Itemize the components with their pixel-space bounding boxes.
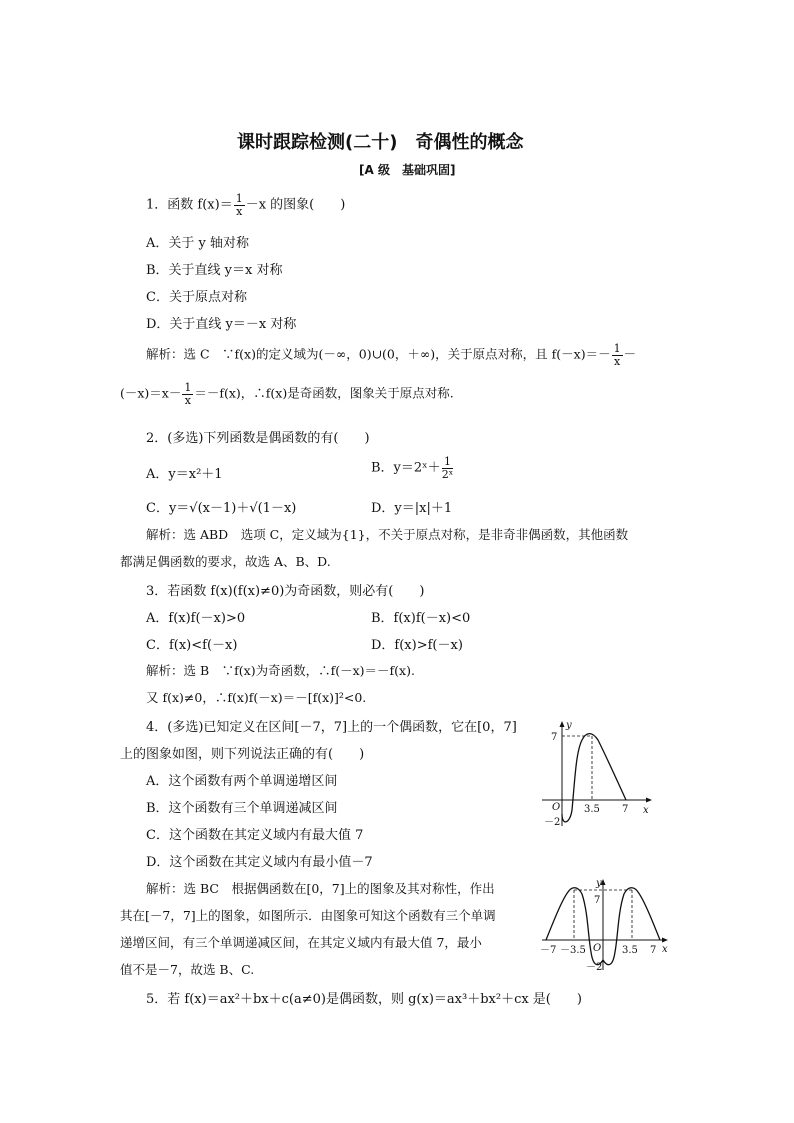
q2-option-b <box>371 456 454 480</box>
q2-option-b-frac-num: 1 <box>442 456 454 469</box>
x-axis-label: x <box>643 805 649 816</box>
x-tick-3-5: 3.5 <box>584 804 600 815</box>
y-axis-label: y <box>566 720 572 731</box>
y-tick-neg2: －2 <box>586 962 603 973</box>
x-tick-7: 7 <box>650 945 657 956</box>
q2-option-a: A．y＝x²＋1 <box>146 467 223 482</box>
q2-analysis-line2: 都满足偶函数的要求，故选 A、B、D. <box>120 554 331 569</box>
q1-frac-den: x <box>236 204 243 218</box>
question-1-stem <box>146 193 345 217</box>
y-axis-label: y <box>596 878 602 889</box>
q3-analysis-line1: 解析：选 B ∵f(x)为奇函数，∴f(－x)＝－f(x). <box>146 663 415 678</box>
question-3-stem: 3．若函数 f(x)(f(x)≠0)为奇函数，则必有( ) <box>146 584 425 599</box>
q1-analysis-l2-frac-num: 1 <box>184 381 192 394</box>
q1-stem-post: －x 的图象( ) <box>245 197 346 213</box>
q3-option-c: C．f(x)<f(－x) <box>146 638 238 653</box>
q3-analysis-line2: 又 f(x)≠0，∴f(x)f(－x)＝－[f(x)]²<0. <box>146 690 367 705</box>
x-tick-neg7: －7 <box>540 945 557 956</box>
q1-stem-pre: 1．函数 f(x)＝ <box>146 197 233 213</box>
q1-analysis-l2-fraction <box>182 382 193 406</box>
q4-analysis-line3: 递增区间，有三个单调递减区间，在其定义域内有最大值 7，最小 <box>120 935 482 950</box>
y-tick-7: 7 <box>594 895 601 906</box>
q4-option-b: B．这个函数有三个单调递减区间 <box>146 801 338 816</box>
section-subtitle: [A 级 基础巩固] <box>359 163 456 177</box>
q1-analysis-line2 <box>120 382 454 406</box>
q1-analysis-l1-post: － <box>623 346 637 362</box>
q4-option-c: C．这个函数在其定义域内有最大值 7 <box>146 828 364 843</box>
q3-option-a: A．f(x)f(－x)>0 <box>146 611 246 626</box>
q1-analysis-l1-fraction <box>612 343 623 367</box>
q1-analysis-l1-frac-num: 1 <box>613 342 621 355</box>
q1-frac-num: 1 <box>235 192 243 205</box>
q1-fraction <box>234 193 245 217</box>
q4-option-a: A．这个函数有两个单调递增区间 <box>146 774 338 789</box>
q3-option-b: B．f(x)f(－x)<0 <box>371 611 471 626</box>
q1-option-a: A．关于 y 轴对称 <box>146 236 249 251</box>
q4-analysis-line4: 值不是－7，故选 B、C. <box>120 962 255 977</box>
origin-label: O <box>552 802 561 813</box>
x-tick-3-5: 3.5 <box>622 945 638 956</box>
x-axis-arrow-icon <box>662 938 668 943</box>
question-2-stem: 2．(多选)下列函数是偶函数的有( ) <box>146 431 370 446</box>
y-axis-arrow-icon <box>560 721 565 727</box>
q1-analysis-l2-post: ＝－f(x)，∴f(x)是奇函数，图象关于原点对称. <box>194 385 454 401</box>
y-tick-7: 7 <box>551 732 558 743</box>
q1-analysis-l2-frac-den: x <box>184 393 191 407</box>
x-axis-label: x <box>662 944 668 955</box>
x-tick-neg3-5: －3.5 <box>560 945 586 956</box>
q1-option-c: C．关于原点对称 <box>146 290 247 305</box>
q1-option-b: B．关于直线 y＝x 对称 <box>146 263 283 278</box>
question-4-stem-line2: 上的图象如图，则下列说法正确的有( ) <box>120 747 365 762</box>
q2-option-b-fraction <box>442 456 454 480</box>
q1-option-d: D．关于直线 y＝－x 对称 <box>146 317 297 332</box>
q1-analysis-l1-frac-den: x <box>613 354 621 368</box>
q4-analysis-graph-figure <box>540 876 675 976</box>
q1-analysis-l1-pre: 解析：选 C ∵f(x)的定义域为(－∞，0)∪(0，＋∞)，关于原点对称，且 f(－x)＝－ <box>146 346 611 362</box>
page-title: 课时跟踪检测(二十) 奇偶性的概念 <box>237 132 524 153</box>
q2-option-b-frac-den: 2ˣ <box>441 467 454 481</box>
q4-option-d: D．这个函数在其定义域内有最小值－7 <box>146 855 373 870</box>
question-4-stem-line1: 4．(多选)已知定义在区间[－7，7]上的一个偶函数，它在[0，7] <box>146 720 517 735</box>
x-axis-arrow-icon <box>646 798 652 803</box>
q4-graph-figure <box>540 718 658 830</box>
q3-option-d: D．f(x)>f(－x) <box>371 638 463 653</box>
q1-analysis-l2-pre: (－x)＝x－ <box>120 385 182 401</box>
q4-analysis-line1: 解析：选 BC 根据偶函数在[0，7]上的图象及其对称性，作出 <box>146 881 495 896</box>
q1-analysis-line1 <box>146 343 636 367</box>
q2-option-b-pre: B．y＝2ˣ＋ <box>371 460 441 476</box>
y-tick-neg2: －2 <box>544 817 561 828</box>
x-tick-7: 7 <box>622 804 629 815</box>
origin-label: O <box>593 943 602 954</box>
q4-analysis-line2: 其在[－7，7]上的图象，如图所示．由图象可知这个函数有三个单调 <box>120 908 496 923</box>
q2-option-c: C．y＝√(x－1)＋√(1－x) <box>146 501 297 516</box>
q2-analysis-line1: 解析：选 ABD 选项 C，定义域为{1}，不关于原点对称，是非奇非偶函数，其他函数 <box>146 527 629 542</box>
q2-option-d: D．y＝|x|＋1 <box>371 501 453 516</box>
question-5-stem: 5．若 f(x)＝ax²＋bx＋c(a≠0)是偶函数，则 g(x)＝ax³＋bx²＋cx 是( ) <box>146 992 582 1007</box>
